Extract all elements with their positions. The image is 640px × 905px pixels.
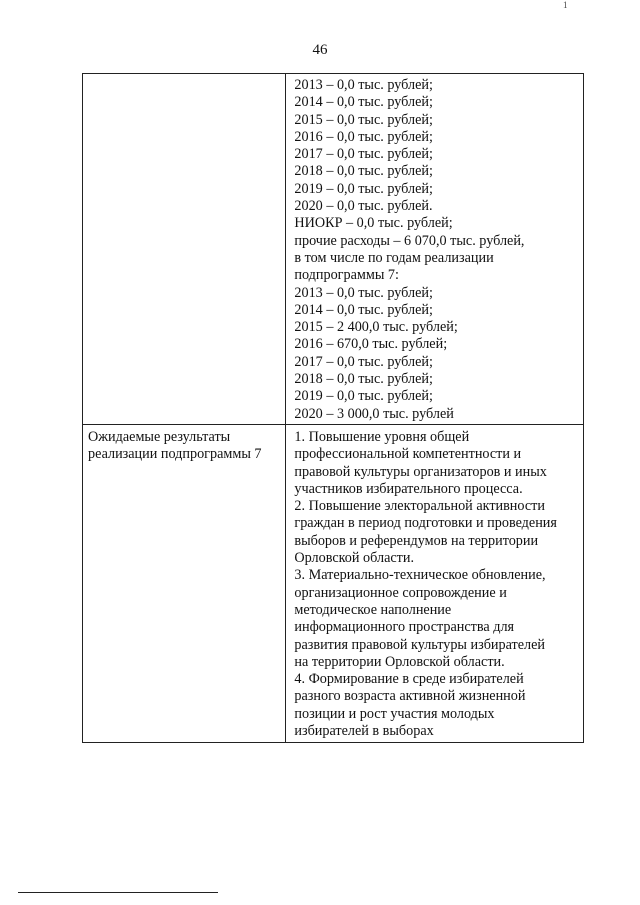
funding-line: 2017 – 0,0 тыс. рублей; xyxy=(294,353,433,370)
funding-line: в том числе по годам реализации xyxy=(294,249,494,266)
expected-results-cell xyxy=(286,424,584,742)
result-line: профессиональной компетентности и xyxy=(294,446,522,463)
expected-results-label-line: реализации подпрограммы 7 xyxy=(88,446,262,463)
result-line: участников избирательного процесса. xyxy=(294,480,523,497)
expected-results-label-cell xyxy=(83,424,286,742)
funding-line: 2014 – 0,0 тыс. рублей; xyxy=(294,94,433,111)
funding-line: 2015 – 0,0 тыс. рублей; xyxy=(294,111,433,128)
result-line: избирателей в выборах xyxy=(294,722,434,739)
table-row-expected-results xyxy=(83,424,584,742)
funding-line: НИОКР – 0,0 тыс. рублей; xyxy=(294,215,453,232)
result-line: Орловской области. xyxy=(294,550,415,567)
funding-line: 2013 – 0,0 тыс. рублей; xyxy=(294,77,433,93)
funding-line: 2014 – 0,0 тыс. рублей; xyxy=(294,301,433,318)
footnote-divider xyxy=(18,892,218,893)
funding-line: прочие расходы – 6 070,0 тыс. рублей, xyxy=(294,232,525,249)
funding-line: 2013 – 0,0 тыс. рублей; xyxy=(294,284,433,301)
funding-line: 2019 – 0,0 тыс. рублей; xyxy=(294,180,433,197)
result-line: разного возраста активной жизненной xyxy=(294,688,526,705)
corner-mark: 1 xyxy=(563,0,568,10)
result-line: развития правовой культуры избирателей xyxy=(294,636,546,653)
result-line: 4. Формирование в среде избирателей xyxy=(294,671,524,688)
funding-label-cell xyxy=(83,74,286,425)
result-line: информационного пространства для xyxy=(294,619,515,636)
result-line: позиции и рост участия молодых xyxy=(294,705,495,722)
subprogram-table xyxy=(82,73,584,743)
funding-line: 2016 – 670,0 тыс. рублей; xyxy=(294,336,448,353)
funding-breakdown-cell xyxy=(286,74,584,425)
funding-line: 2015 – 2 400,0 тыс. рублей; xyxy=(294,319,458,336)
funding-line: 2020 – 3 000,0 тыс. рублей xyxy=(294,405,454,422)
result-line: методическое наполнение xyxy=(294,601,452,618)
funding-line: 2018 – 0,0 тыс. рублей; xyxy=(294,371,433,388)
funding-line: 2020 – 0,0 тыс. рублей. xyxy=(294,198,433,215)
result-line: граждан в период подготовки и проведения xyxy=(294,515,557,532)
result-line: 3. Материально-техническое обновление, xyxy=(294,567,546,584)
funding-line: подпрограммы 7: xyxy=(294,267,399,284)
result-line: правовой культуры организаторов и иных xyxy=(294,463,547,480)
result-line: выборов и референдумов на территории xyxy=(294,532,539,549)
result-line: 2. Повышение электоральной активности xyxy=(294,498,545,515)
expected-results-label-line: Ожидаемые результаты xyxy=(88,428,231,445)
table-row-funding xyxy=(83,74,584,425)
funding-line: 2017 – 0,0 тыс. рублей; xyxy=(294,146,433,163)
result-line: 1. Повышение уровня общей xyxy=(294,428,470,445)
result-line: на территории Орловской области. xyxy=(294,653,505,670)
funding-line: 2016 – 0,0 тыс. рублей; xyxy=(294,128,433,145)
result-line: организационное сопровождение и xyxy=(294,584,507,601)
funding-line: 2019 – 0,0 тыс. рублей; xyxy=(294,388,433,405)
page-number: 46 xyxy=(312,42,328,58)
funding-line: 2018 – 0,0 тыс. рублей; xyxy=(294,163,433,180)
